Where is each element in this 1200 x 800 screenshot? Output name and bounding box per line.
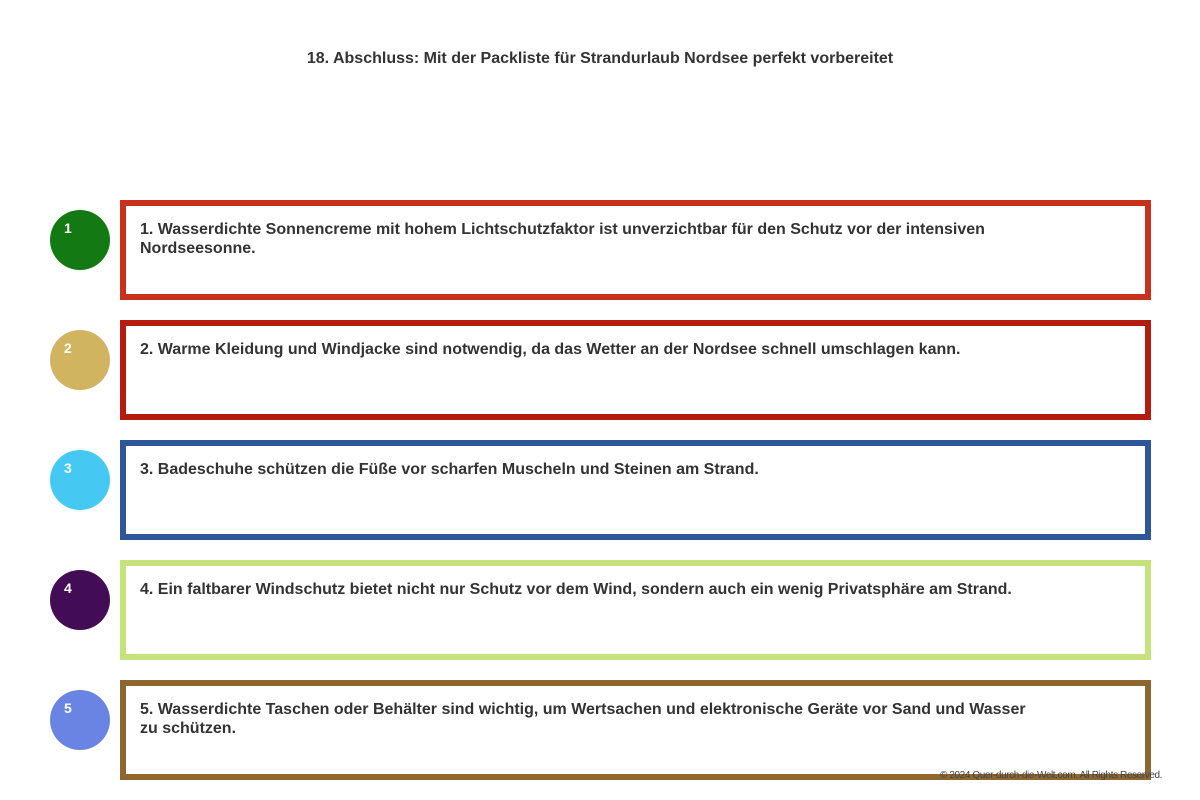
number-badge [50, 690, 110, 750]
item-text: 4. Ein faltbarer Windschutz bietet nicht nur Schutz vor dem Wind, sondern auch ein wenig Privatsphäre am Strand. [140, 581, 1012, 598]
number-label: 2 [64, 340, 72, 356]
number-label: 5 [64, 700, 72, 716]
item-card [120, 200, 1151, 300]
item-text: 1. Wasserdichte Sonnencreme mit hohem Lichtschutzfaktor ist unverzichtbar für den Schutz vor der intensiven Nordseesonne. [140, 221, 985, 257]
number-badge [50, 210, 110, 270]
item-card [120, 680, 1151, 780]
item-text: 2. Warme Kleidung und Windjacke sind notwendig, da das Wetter an der Nordsee schnell umschlagen kann. [140, 341, 961, 358]
list-item [0, 200, 1200, 300]
number-label: 3 [64, 460, 72, 476]
number-badge [50, 330, 110, 390]
number-badge [50, 450, 110, 510]
list-item [0, 320, 1200, 420]
list-item [0, 440, 1200, 540]
item-card [120, 440, 1151, 540]
number-label: 4 [64, 580, 72, 596]
list-item [0, 560, 1200, 660]
item-card [120, 320, 1151, 420]
page-title: 18. Abschluss: Mit der Packliste für Strandurlaub Nordsee perfekt vorbereitet [306, 50, 894, 67]
list-item [0, 680, 1200, 780]
item-card [120, 560, 1151, 660]
item-text: 3. Badeschuhe schützen die Füße vor scharfen Muscheln und Steinen am Strand. [140, 461, 759, 478]
number-label: 1 [64, 220, 72, 236]
copyright-footer: © 2024 Quer-durch-die-Welt.com. All Rights Reserved. [940, 770, 1163, 781]
item-text: 5. Wasserdichte Taschen oder Behälter sind wichtig, um Wertsachen und elektronische Geräte vor Sand und Wasser zu schützen. [140, 701, 1026, 737]
number-badge [50, 570, 110, 630]
